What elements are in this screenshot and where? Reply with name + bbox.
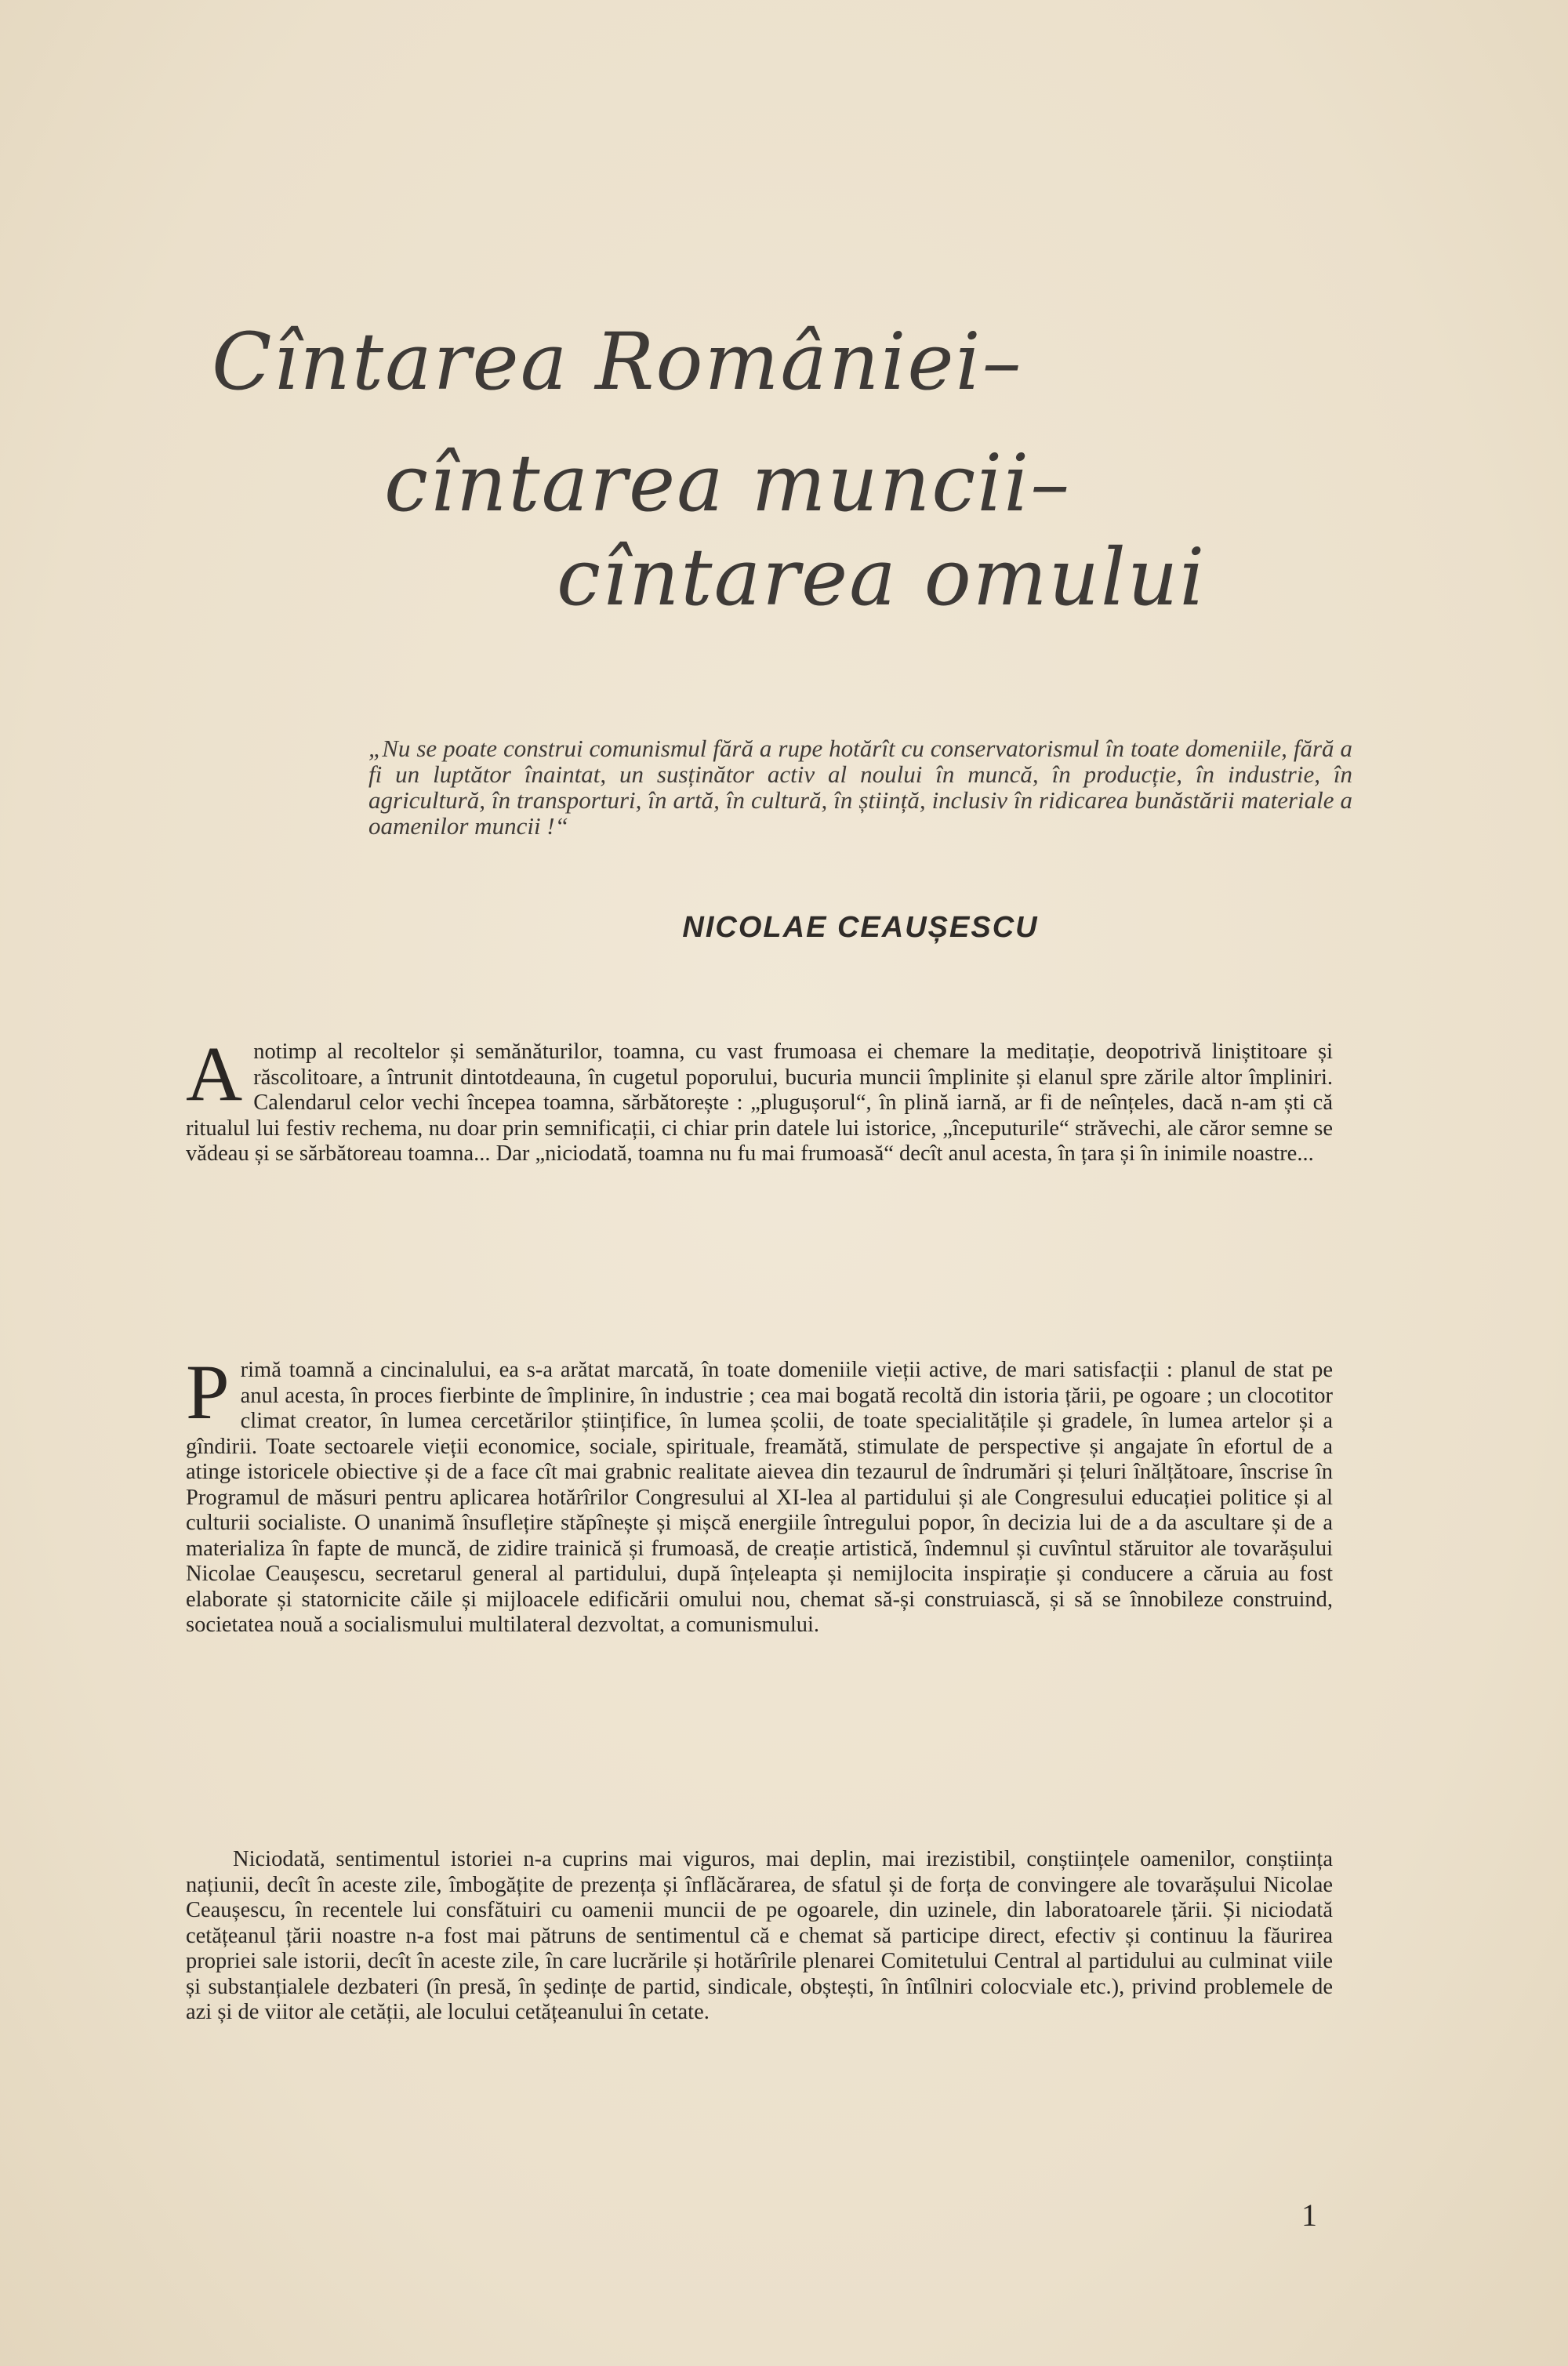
motto-quote <box>368 735 1352 840</box>
drop-cap-a: A <box>186 1030 243 1117</box>
motto-text: „Nu se poate construi comunismul fără a rupe hotărît cu conservatorismul în toate domeniile, fără a fi un luptător înaintat, un susținător activ al noului în muncă, în producție, în industrie, în agricultură, în transporturi, în artă, în cultură, în știință, inclusiv în ridicarea bunăstării materiale a oamenilor muncii !“ <box>368 735 1352 840</box>
title-line-3: cîntarea omului <box>557 532 1207 623</box>
motto-author: NICOLAE CEAUȘESCU <box>682 911 1039 944</box>
paragraph-1 <box>186 1030 1333 1167</box>
drop-cap-p: P <box>186 1348 230 1435</box>
title-line-2: cîntarea muncii– <box>384 437 1072 529</box>
paragraph-1-text: notimp al recoltelor și semănăturilor, toamna, cu vast frumoasa ei chemare la meditație, deopotrivă liniștitoare și răscolitoare, a întrunit dintotdeauna, în cugetul poporului, bucuria muncii împlinite și elanul spre zările altor împliniri. Calendarul celor vechi începea toamna, sărbătorește : „plugușorul“, în plină iarnă, ar fi de neînțeles, dacă n-am ști că ritualul lui festiv rechema, nu doar prin semnificații, ci chiar prin datele lui istorice, „începuturile“ străvechi, ale căror semne se vădeau și se sărbătoreau toamna... Dar „niciodată, toamna nu fu mai frumoasă“ decît anul acesta, în țara și în inimile noastre... <box>186 1040 1333 1166</box>
paragraph-3 <box>186 1847 1333 2026</box>
paragraph-2-text: rimă toamnă a cincinalului, ea s-a arătat marcată, în toate domeniile vieții active, de mari satisfacții : planul de stat pe anul acesta, în proces fierbinte de împlinire, în industrie ; cea mai bogată recoltă din istoria țării, pe ogoare ; un clocotitor climat creator, în lumea cercetărilor științifice, în lumea școlii, de toate specialitățile și gradele, în lumea artelor și a gîndirii. Toate sectoarele vieții economice, sociale, spirituale, freamătă, stimulate de perspective și angajate în efortul de a atinge istoricele obiective și de a face cît mai grabnic realitate aievea din tezaurul de îndrumări și țeluri înălțătoare, înscrise în Programul de măsuri pentru aplicarea hotărîrilor Congresului al XI-lea al partidului și ale Congresului educației politice și al culturii socialiste. O unanimă însuflețire stăpînește și mișcă energiile întregului popor, în decizia lui de a da ascultare și de a materializa în fapte de muncă, de zidire trainică și frumoasă, de creație artistică, îndemnul și cuvîntul stăruitor ale tovarășului Nicolae Ceaușescu, secretarul general al partidului, după înțeleapta și nemijlocita inspirație și conducere a căruia au fost elaborate și statornicite căile și mijloacele edificării omului nou, chemat să-și construiască, și să se înnobileze construind, societatea nouă a socialismului multilateral dezvoltat, a comunismului. <box>186 1358 1333 1637</box>
title-line-1: Cîntarea României– <box>212 316 1023 408</box>
page-number: 1 <box>1301 2197 1317 2233</box>
paragraph-3-text: Niciodată, sentimentul istoriei n-a cuprins mai viguros, mai deplin, mai irezistibil, conștiințele oamenilor, conștiința națiunii, decît în aceste zile, îmbogățite de prezența și înflăcărarea, de sfatul și de forța de convingere ale tovarășului Nicolae Ceaușescu, în recentele lui consfătuiri cu oamenii muncii de pe ogoarele, din uzinele, din laboratoarele țării. Și niciodată cetățeanul țării noastre n-a fost mai pătruns de sentimentul că e chemat să participe direct, efectiv și continuu la făurirea propriei sale istorii, decît în aceste zile, în care lucrările și hotărîrile plenarei Comitetului Central al partidului au culminat viile și substanțialele dezbateri (în presă, în ședințe de partid, sindicale, obștești, în întîlniri colocviale etc.), privind problemele de azi și de viitor ale cetății, ale locului cetățeanului în cetate. <box>186 1847 1333 2024</box>
paragraph-2 <box>186 1348 1333 1638</box>
